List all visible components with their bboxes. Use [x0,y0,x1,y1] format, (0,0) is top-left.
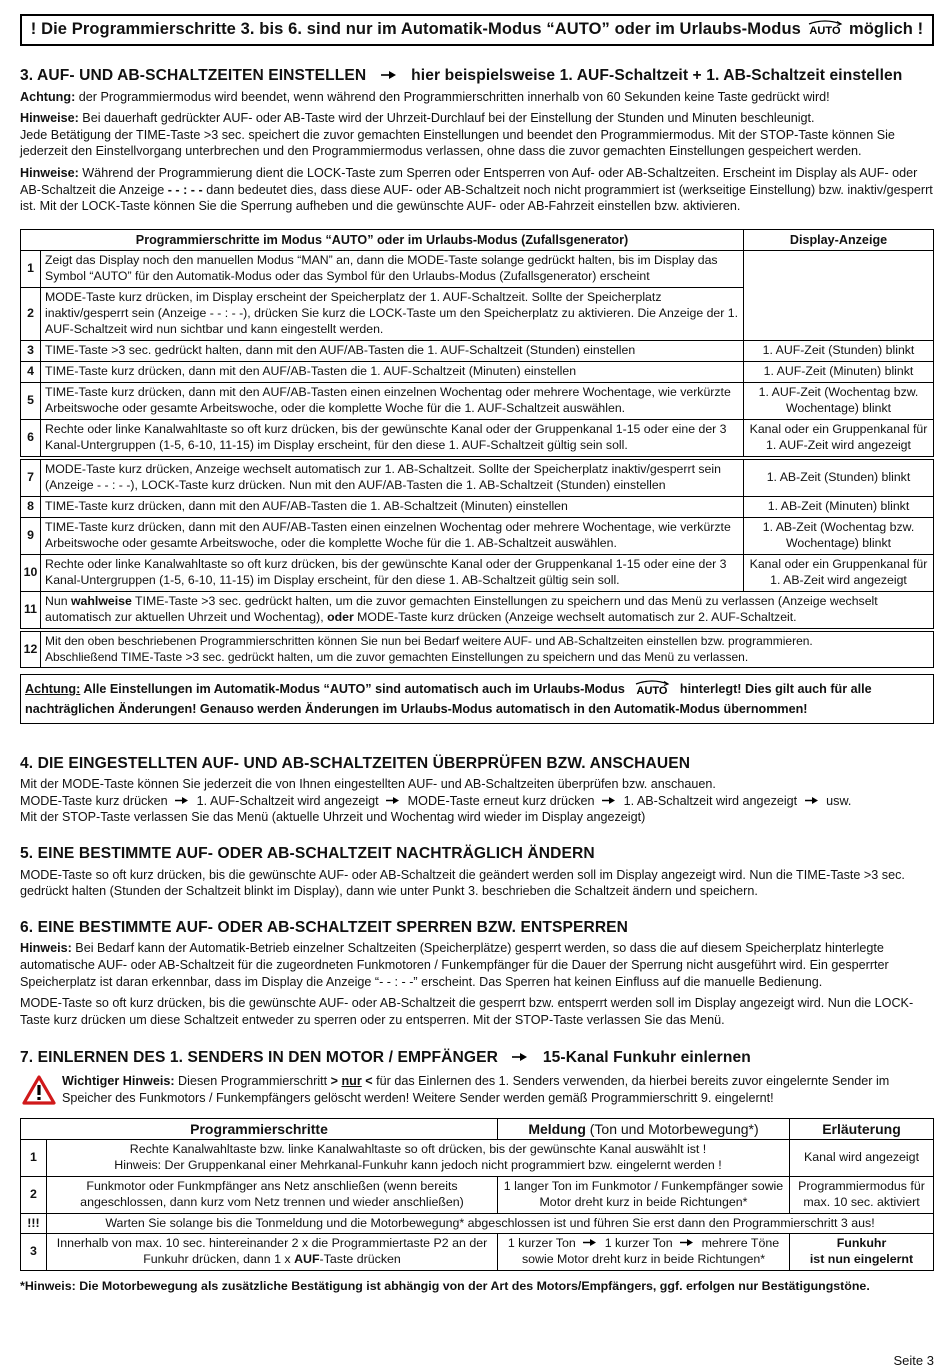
arrow-right-icon [381,66,397,87]
step-number: 5 [21,383,41,420]
step-number: 3 [21,341,41,362]
r4-msg-d: sowie Motor dreht kurz in beide Richtungen* [521,1252,766,1267]
table-header-row [21,1118,934,1139]
step-number: 10 [21,555,41,592]
section-3-heading [20,66,934,87]
step-text: TIME-Taste kurz drücken, dann mit den AUF/AB-Tasten einen einzelnen Wochentag oder mehrere Wochentage, wie verkürzte Arbeitswoche oder gesamte Arbeitswoche, oder die komplette Woche für die 1. AUF-Schaltzeit auswählen. [41,383,744,420]
step-number: 4 [21,362,41,383]
section-3-title: 3. AUF- UND AB-SCHALTZEITEN EINSTELLEN [20,67,367,84]
display-value: 1. AB-Zeit (Stunden) blinkt [744,458,934,496]
section-4-heading: 4. DIE EINGESTELLTEN AUF- UND AB-SCHALTZEITEN ÜBERPRÜFEN BZW. ANSCHAUEN [20,754,691,772]
arrow-right-icon [805,793,819,810]
page-number: Seite 3 [893,1353,934,1368]
blank-display-symbol: - - : - - [167,182,203,197]
warn-text-1: Diesen Programmierschritt [178,1073,328,1088]
section-6-heading: 6. EINE BESTIMMTE AUF- ODER AB-SCHALTZEIT SPERREN BZW. ENTSPERREN [20,918,629,936]
row12-line2: Abschließend TIME-Taste >3 sec. gedrückt halten, um die zuvor gemachten Einstellungen zu speichern und das Menü zu verlassen. [45,649,749,664]
header-message-bold: Meldung [528,1120,586,1137]
step-text [41,592,934,630]
arrow-right-icon [680,1236,694,1252]
display-value: 1. AUF-Zeit (Stunden) blinkt [744,341,934,362]
table-header-row [21,229,934,251]
step-text: Warten Sie solange bis die Tonmeldung und die Motorbewegung* abgeschlossen ist und führen Sie erst dann den Programmierschritt 3 aus! [47,1213,934,1234]
table-row [21,592,934,630]
vacation-auto-logo-icon [633,679,671,701]
table-row [21,420,934,458]
step-number: 2 [21,288,41,341]
step-text: TIME-Taste kurz drücken, dann mit den AUF/AB-Tasten einen einzelnen Wochentag oder mehrere Wochentage, wie verkürzte Arbeitswoche oder gesamte Arbeitswoche, oder die komplette Woche für die 1. AB-Schaltzeit auswählen. [41,518,744,555]
display-value: 1. AB-Zeit (Wochentag bzw. Wochentage) blinkt [744,518,934,555]
row11-bold-a: wahlweise [70,594,132,609]
auto-logo-text: AUTO [809,24,841,35]
programming-steps-table [20,229,934,668]
r4-step-bold: AUF [294,1252,320,1267]
section-6-text2: MODE-Taste so oft kurz drücken, bis die gewünschte AUF- oder AB-Schaltzeit die gesperrt bzw. entsperrt werden soll im Display angezeigt wird. Nun die LOCK-Taste kurz drücken um diese Schaltzeit entweder zu sperren oder zu entsperren. Mit der STOP-Taste verlassen Sie das Menü. [20,996,914,1027]
section-3-subtitle: hier beispielsweise 1. AUF-Schaltzeit + 1. AB-Schaltzeit einstellen [411,67,903,84]
achtung-note-box [20,674,934,723]
explanation: Programmiermodus für max. 10 sec. aktiviert [790,1176,934,1213]
step-text: TIME-Taste kurz drücken, dann mit den AUF/AB-Tasten die 1. AB-Schaltzeit (Minuten) einstellen [41,497,744,518]
display-value: Kanal oder ein Gruppenkanal für 1. AB-Zeit wird angezeigt [744,555,934,592]
explanation: Kanal wird angezeigt [790,1140,934,1177]
warn-nur: nur [341,1073,362,1088]
table-row [21,1234,934,1271]
table-row [21,497,934,518]
s4-step-c: MODE-Taste erneut kurz drücken [407,793,595,808]
s4-step-d: 1. AB-Schaltzeit wird angezeigt [623,793,798,808]
section-7-title: 7. EINLERNEN DES 1. SENDERS IN DEN MOTOR / EMPFÄNGER [20,1049,498,1067]
step-text: TIME-Taste >3 sec. gedrückt halten, dann mit den AUF/AB-Tasten die 1. AUF-Schaltzeit (Stunden) einstellen [41,341,744,362]
step-text: MODE-Taste kurz drücken, im Display erscheint der Speicherplatz der 1. AUF-Schaltzeit. Sollte der Speicherplatz inaktiv/gesperrt sein (Anzeige - - : - -), drücken Sie kurz die LOCK-Taste um den Speicherplatz zu aktivieren. Die Anzeige der 1. AUF-Schaltzeit wird nun sichtbar und kann eingestellt werden. [41,288,744,341]
section-4-line2 [20,793,934,810]
r4-expl-2: ist nun eingelernt [809,1252,914,1267]
step-number: 3 [21,1234,47,1271]
step-text: TIME-Taste kurz drücken, dann mit den AUF/AB-Tasten die 1. AUF-Schaltzeit (Minuten) einstellen [41,362,744,383]
table-row [21,341,934,362]
auto-logo-text: AUTO [636,685,668,696]
section-4-line1: Mit der MODE-Taste können Sie jederzeit die von Ihnen eingestellten AUF- und AB-Schaltzeiten überprüfen bzw. anschauen. [20,777,716,792]
warn-nur-pre: > [330,1073,342,1088]
mode-banner [20,14,934,46]
step-text: Rechte oder linke Kanalwahltaste so oft kurz drücken, bis der gewünschte Kanal oder der Gruppenkanal 1-15 oder eine der 3 Kanal-Untergruppen (1-5, 6-10, 11-15) im Display erscheint, für den diese 1. AB-Schaltzeit gültig sein soll. [41,555,744,592]
arrow-right-icon [175,793,189,810]
table-row [21,1140,934,1177]
step-text: Funkmotor oder Funkmpfänger ans Netz anschließen (wenn bereits angeschlossen, dann kurz vom Netz trennen und wieder anschließen) [47,1176,498,1213]
row11-text-b: TIME-Taste >3 sec. gedrückt halten, um die zuvor gemachten Einstellungen zu speichern und das Menü zu verlassen (Anzeige wechselt automatisch zur aktuellen Uhrzeit und Wochentag), [45,594,878,625]
step-number: 11 [21,592,41,630]
step-text [47,1234,498,1271]
page-content [20,14,934,1295]
table-row [21,1213,934,1234]
step-text: MODE-Taste kurz drücken, Anzeige wechselt automatisch zur 1. AB-Schaltzeit. Sollte der Speicherplatz inaktiv/gesperrt sein (Anzeige - - : - -), LOCK-Taste kurz drücken. Nun mit den AUF/AB-Tasten die 1. AB-Schaltzeit (Stunden) einstellen [41,458,744,496]
step-number: 1 [21,251,41,288]
display-value: Kanal oder ein Gruppenkanal für 1. AUF-Zeit wird angezeigt [744,420,934,458]
note-text-2: hinterlegt! Dies gilt auch für alle nachträglichen Änderungen! Genauso werden Änderungen im Urlaubs-Modus automatisch in den Automatik-Modus übernommen! [25,682,872,716]
r4-msg-b: 1 kurzer Ton [604,1236,673,1251]
section-7-subtitle: 15-Kanal Funkuhr einlernen [542,1049,751,1067]
r4-msg-c: mehrere Töne [701,1236,780,1251]
section-7-heading [20,1048,934,1069]
hinweise-text: Bei dauerhaft gedrückter AUF- oder AB-Taste wird der Uhrzeit-Durchlauf bei der Einstellung der Stunden und Minuten beschleunigt. [82,111,815,126]
row11-text-a: Nun [45,594,68,609]
step-number: 1 [21,1140,47,1177]
achtung-paragraph [20,89,934,106]
note-text-1: Alle Einstellungen im Automatik-Modus “AUTO” sind automatisch auch im Urlaubs-Modus [83,682,625,697]
table-row [21,458,934,496]
hinweis-text: Bei Bedarf kann der Automatik-Betrieb einzelner Schaltzeiten (Speicherplätze) gesperrt werden, so dass die auf diesem Speicherplatz hinterlegte automatische AUF- oder AB-Schaltzeit für die zugeordneten Funkmotoren / Funkempfänger für die Dauer der Sperrung nicht ausgeführt wird. Ein gesperrter Speicherplatz ist daran erkennbar, dass im Display die Anzeige “- - : - -” erscheint. Das Sperren hat keinen Einfluss auf die manuelle Bedienung. [20,941,889,989]
hinweise-label: Hinweise: [20,111,79,126]
r1-line2: Hinweis: Der Gruppenkanal einer Mehrkanal-Funkuhr kann jedoch nicht programmiert bzw. eingelernt werden ! [114,1157,722,1172]
message: 1 langer Ton im Funkmotor / Funkempfänger sowie Motor dreht kurz in beide Richtungen* [498,1176,790,1213]
note-label: Achtung: [25,682,81,697]
step-number: 9 [21,518,41,555]
teach-in-table [20,1118,934,1272]
section-4-line3: Mit der STOP-Taste verlassen Sie das Menü (aktuelle Uhrzeit und Wochentag wird wieder im Display angezeigt) [20,810,646,825]
table-row [21,630,934,668]
row12-line1: Mit den oben beschriebenen Programmierschritten können Sie nun bei Bedarf weitere AUF- und AB-Schaltzeiten einstellen bzw. programmieren. [45,634,813,649]
r4-step-a: Innerhalb von max. 10 sec. hintereinander 2 x die Programmiertaste P2 an der Funkuhr drücken, dann 1 x [56,1236,488,1267]
achtung-text: der Programmiermodus wird beendet, wenn während den Programmierschritten innerhalb von 60 Sekunden keine Taste gedrückt wird! [78,89,830,104]
table-row [21,555,934,592]
header-steps: Programmierschritte im Modus “AUTO” oder im Urlaubs-Modus (Zufallsgenerator) [21,229,744,251]
step-text: Rechte oder linke Kanalwahltaste so oft kurz drücken, bis der gewünschte Kanal oder der Gruppenkanal 1-15 oder eine der 3 Kanal-Untergruppen (1-5, 6-10, 11-15) im Display erscheint, für den diese 1. AUF-Schaltzeit gültig sein soll. [41,420,744,458]
message [498,1234,790,1271]
warn-label: Wichtiger Hinweis: [62,1073,175,1088]
hinweis-label: Hinweis: [20,941,72,956]
hinweise-text-2: Jede Betätigung der TIME-Taste >3 sec. speichert die zuvor gemachten Einstellungen und beendet den Programmiermodus. Mit der STOP-Taste können Sie jederzeit den Einstellvorgang unterbrechen und den Programmiermodus verlassen, ohne dass die zuvor gemachten Einstellungen gespeichert werden. [20,127,895,159]
r1-line1: Rechte Kanalwahltaste bzw. linke Kanalwahltaste so oft drücken, bis der gewünschte Kanal auswählt ist ! [129,1142,707,1157]
step-number: 2 [21,1176,47,1213]
s4-step-b: 1. AUF-Schaltzeit wird angezeigt [196,793,379,808]
banner-text-after: möglich ! [848,20,924,39]
r4-msg-a: 1 kurzer Ton [507,1236,576,1251]
s4-step-a: MODE-Taste kurz drücken [20,793,168,808]
arrow-right-icon [602,793,616,810]
step-number: 6 [21,420,41,458]
row11-text-c: MODE-Taste kurz drücken (Anzeige wechselt automatisch zur 2. AUF-Schaltzeit. [357,610,797,625]
section-6-hinweis [20,940,934,990]
table-row [21,1176,934,1213]
display-value: 1. AUF-Zeit (Wochentag bzw. Wochentage) blinkt [744,383,934,420]
banner-text-before: ! Die Programmierschritte 3. bis 6. sind nur im Automatik-Modus “AUTO” oder im Urlaubs-Modus [30,20,801,39]
hinweise-2-text-cont: dann bedeutet dies, dass diese AUF- oder AB-Schaltzeit noch nicht programmiert ist (werkseitige Einstellung) bzw. inaktiv/gesperrt ist. Mit der LOCK-Taste können Sie die Sperrung aufheben und die gewünschte AUF- oder AB-Fahrzeit einstellen bzw. aktivieren. [20,182,933,214]
step-number: 12 [21,630,41,668]
arrow-right-icon [512,1048,528,1069]
step-text: Zeigt das Display noch den manuellen Modus “MAN” an, dann die MODE-Taste solange gedrückt halten, bis im Display das Symbol “AUTO” für den Automatik-Modus oder das Symbol für den Urlaubs-Modus (Zufallsgenerator) erscheint [41,251,744,288]
important-hint [20,1073,934,1110]
warn-text-2: für das Einlernen des 1. Senders verwenden, da hierbei bereits zuvor eingelernte Sender im Speicher des Funkmotors / Funkempfängers gelöscht werden! Weitere Sender werden gemäß Programmierschritt 9. eingelernt! [62,1073,890,1105]
warning-triangle-icon [22,1075,62,1110]
section-5-heading: 5. EINE BESTIMMTE AUF- ODER AB-SCHALTZEIT NACHTRÄGLICH ÄNDERN [20,844,595,862]
table-row [21,251,934,288]
hinweise-2-text: Während der Programmierung dient die LOCK-Taste zum Sperren oder Entsperren von Auf- oder AB-Schaltzeiten. Erscheint im Display als AUF- oder AB-Schaltzeit die Anzeige [20,166,918,197]
important-hint-text [62,1073,934,1106]
achtung-label: Achtung: [20,89,76,104]
step-text [47,1140,790,1177]
step-text [41,630,934,668]
header-message-light: (Ton und Motorbewegung*) [589,1120,759,1137]
warn-nur-post: < [361,1073,373,1088]
section-5-text: MODE-Taste so oft kurz drücken, bis die gewünschte AUF- oder AB-Schaltzeit die geändert werden soll im Display angezeigt wird. Nun die TIME-Taste >3 sec. gedrückt halten (Stunden der Schaltzeit blinkt im Display), dann wie unter Punkt 3. beschrieben die Schaltzeit ändern und speichern. [20,867,905,899]
header-display: Display-Anzeige [744,229,934,251]
table-row [21,362,934,383]
arrow-right-icon [583,1236,597,1252]
header-explanation: Erläuterung [790,1118,934,1139]
display-value: 1. AB-Zeit (Minuten) blinkt [744,497,934,518]
explanation [790,1234,934,1271]
step-number: 7 [21,458,41,496]
step-number: 8 [21,497,41,518]
display-value: 1. AUF-Zeit (Minuten) blinkt [744,362,934,383]
header-message [498,1118,790,1139]
vacation-auto-logo-icon [806,19,844,42]
hinweise-paragraph-2 [20,165,934,215]
s4-step-e: usw. [826,793,852,808]
table-row [21,518,934,555]
r4-expl-1: Funkuhr [836,1236,887,1251]
row11-bold-b: oder [327,610,354,625]
hinweise-paragraph-1 [20,110,934,160]
footnote: *Hinweis: Die Motorbewegung als zusätzliche Bestätigung ist abhängig von der Art des Motors/Empfängers, ggf. erfolgen nur Bestätigungstöne. [20,1279,870,1294]
arrow-right-icon [386,793,400,810]
header-steps: Programmierschritte [21,1118,498,1139]
hinweise-label-2: Hinweise: [20,166,79,181]
table-row [21,383,934,420]
step-number: !!! [21,1213,47,1234]
r4-step-b: -Taste drücken [319,1252,401,1267]
display-cell-empty [744,251,934,341]
